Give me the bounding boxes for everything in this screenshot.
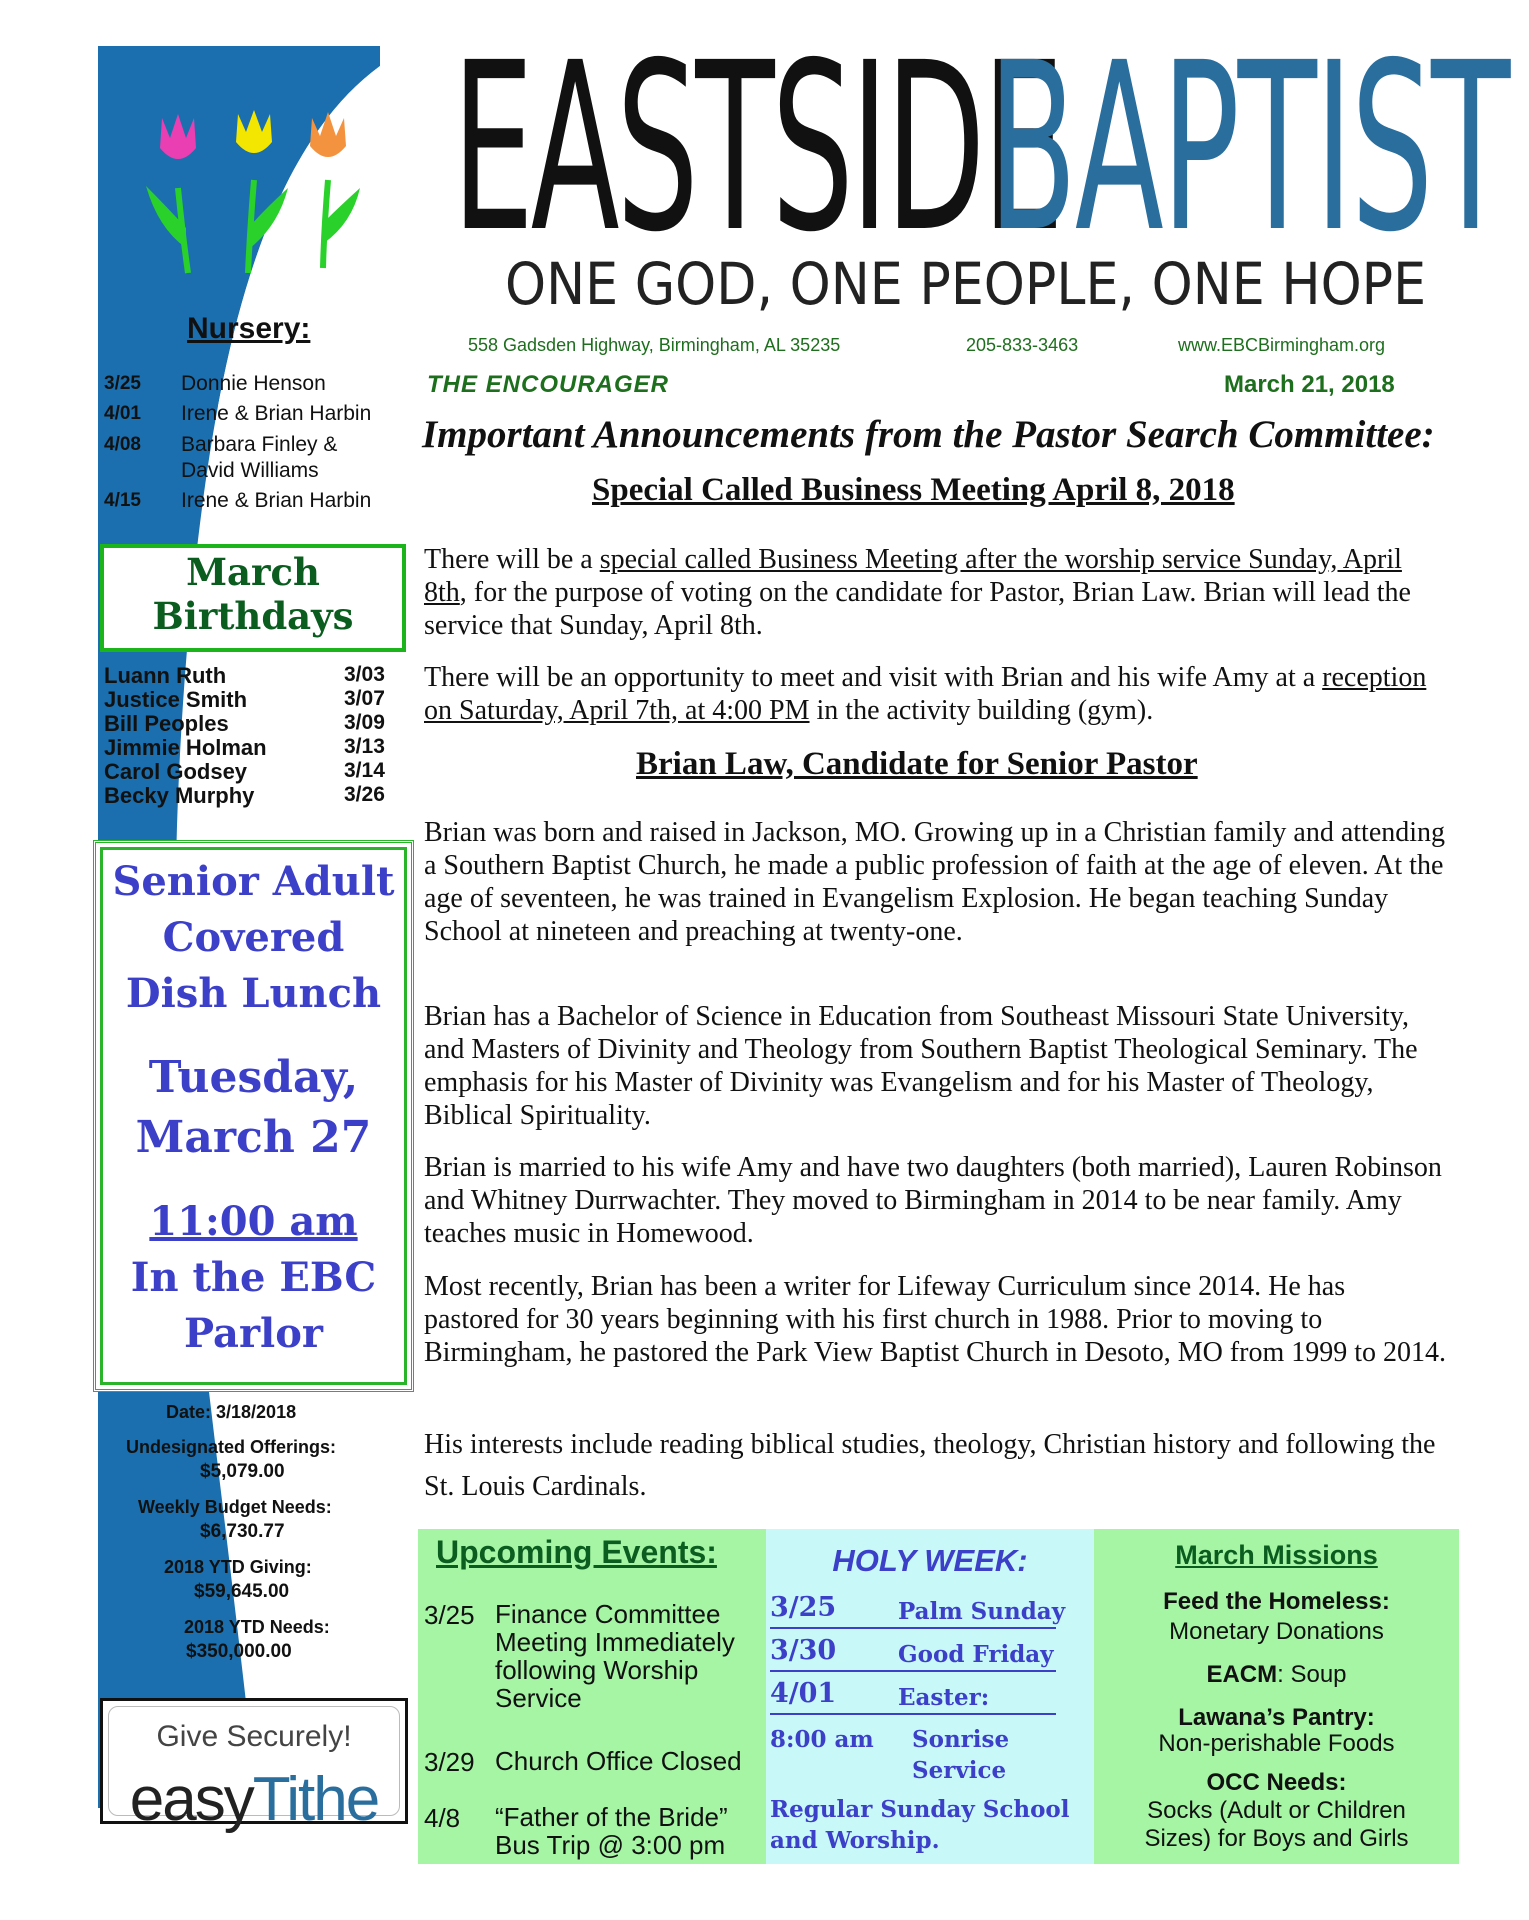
ytd-giving-value: $59,645.00 [194, 1581, 290, 1602]
easytithe-logo[interactable]: easyTithe [129, 1765, 379, 1834]
business-meeting-highlight: special called Business Meeting after the worship service Sunday, April 8th [424, 544, 1402, 608]
event-date: 3/25 [424, 1600, 475, 1630]
subhead-business-meeting: Special Called Business Meeting April 8, 2018 [592, 472, 1235, 508]
mission-heading: OCC Needs: [1206, 1769, 1347, 1796]
give-securely-text: Give Securely! [156, 1720, 352, 1753]
senior-lunch-date: March 27 [135, 1112, 372, 1163]
nursery-name: Barbara Finley & David Williams [181, 433, 338, 482]
ytd-giving-label: 2018 YTD Giving: [164, 1557, 312, 1577]
senior-lunch-title: Dish Lunch [125, 970, 382, 1017]
reception-highlight: reception on Saturday, April 7th, at 4:00 PM [424, 662, 1427, 726]
senior-lunch-day: Tuesday, [148, 1052, 359, 1103]
holy-week-event: Easter: [898, 1684, 990, 1711]
nursery-date: 4/08 [104, 434, 141, 455]
tagline: ONE GOD, ONE PEOPLE, ONE HOPE [505, 250, 1427, 318]
mission-heading: Feed the Homeless: [1163, 1588, 1390, 1615]
ytd-needs-value: $350,000.00 [186, 1641, 292, 1662]
upcoming-events-title: Upcoming Events: [436, 1534, 717, 1570]
finance-date: Date: 3/18/2018 [166, 1402, 297, 1422]
event-date: 3/29 [424, 1747, 475, 1777]
senior-lunch-time: 11:00 am [149, 1198, 358, 1245]
paragraph-bio-early: Brian was born and raised in Jackson, MO. Growing up in a Christian family and attending a Southern Baptist Church, he made a public profession of faith at the age of eleven. At the age of seventeen, he was trained in Evangelism Explosion. He began teaching Sunday School at nineteen and preaching at twenty-one. [424, 817, 1446, 947]
birthday-date: 3/07 [344, 687, 385, 710]
tulip-yellow [236, 110, 288, 273]
birthday-date: 3/13 [344, 735, 385, 758]
birthday-date: 3/14 [344, 759, 385, 782]
nursery-date: 4/01 [104, 403, 141, 424]
undesignated-label: Undesignated Offerings: [126, 1437, 337, 1457]
senior-lunch-location: Parlor [184, 1310, 323, 1357]
event-text: “Father of the Bride” Bus Trip @ 3:00 pm [495, 1802, 728, 1860]
nursery-date: 3/25 [104, 373, 141, 394]
holy-week-divider [770, 1670, 1056, 1672]
church-address: 558 Gadsden Highway, Birmingham, AL 35235 [468, 335, 841, 355]
paragraph-bio-education: Brian has a Bachelor of Science in Education from Southeast Missouri State University, and Masters of Divinity and Theology from Southern Baptist Theological Seminary. The emphasis for his Master of Divinity was Evangelism and for his Master of Theology, Biblical Spirituality. [424, 1001, 1418, 1131]
birthday-name: Carol Godsey [104, 759, 248, 784]
paragraph-bio-ministry: Most recently, Brian has been a writer for Lifeway Curriculum since 2014. He has pastored for 30 years beginning with his first church in 1988. Prior to moving to Birmingham, he pastored the Park View Baptist Church in Desoto, MO from 1999 to 2014. [424, 1271, 1447, 1368]
senior-lunch-title: Covered [162, 914, 345, 961]
nursery-name: Donnie Henson [181, 372, 326, 395]
holy-week-date: 4/01 [770, 1678, 837, 1709]
missions-title: March Missions [1175, 1540, 1378, 1570]
nursery-title: Nursery: [187, 312, 311, 345]
birthday-name: Justice Smith [104, 687, 248, 712]
paragraph-business-meeting: There will be a special called Business Meeting after the worship service Sunday, April 8th, for the purpose of voting on the candidate for Pastor, Brian Law. Brian will lead the service that Sunday, April 8th. [424, 544, 1411, 641]
nursery-date: 4/15 [104, 490, 141, 511]
budget-value: $6,730.77 [200, 1521, 285, 1542]
ytd-needs-label: 2018 YTD Needs: [184, 1617, 330, 1637]
event-text: Finance Committee Meeting Immediately following Worship Service [495, 1599, 735, 1713]
paragraph-reception: There will be an opportunity to meet and visit with Brian and his wife Amy at a reception on Saturday, April 7th, at 4:00 PM in the activity building (gym). [424, 662, 1427, 726]
budget-label: Weekly Budget Needs: [138, 1497, 332, 1517]
church-phone: 205-833-3463 [966, 335, 1079, 355]
birthday-name: Bill Peoples [104, 711, 229, 736]
birthdays-title: March Birthdays [152, 550, 354, 638]
paragraph-bio-interests: His interests include reading biblical studies, theology, Christian history and following the St. Louis Cardinals. [424, 1429, 1436, 1502]
newsletter-name: THE ENCOURAGER [427, 371, 670, 398]
nursery-name: Irene & Brian Harbin [181, 402, 372, 425]
event-date: 4/8 [424, 1803, 461, 1833]
paragraph-bio-family: Brian is married to his wife Amy and have two daughters (both married), Lauren Robinson and Whitney Durrwachter. They moved to Birmingham in 2014 to be near family. Amy teaches music in Homewood. [424, 1152, 1442, 1249]
tulip-orange [310, 112, 360, 268]
birthday-name: Luann Ruth [104, 663, 227, 688]
mission-text: Socks (Adult or Children Sizes) for Boys and Girls [1144, 1797, 1409, 1852]
masthead-eastside: EASTSIDE [452, 13, 1061, 283]
holy-week-event: Good Friday [898, 1641, 1054, 1668]
senior-lunch-title: Senior Adult [112, 858, 395, 905]
holy-week-date: 3/30 [770, 1635, 837, 1666]
birthday-name: Jimmie Holman [104, 735, 267, 760]
regular-service: Regular Sunday School [770, 1796, 1070, 1823]
holy-week-title: HOLY WEEK: [832, 1543, 1028, 1578]
sunrise-service: Service [912, 1757, 1007, 1784]
holy-week-event: Palm Sunday [898, 1598, 1066, 1625]
event-text: Church Office Closed [495, 1746, 742, 1776]
mission-text: Non-perishable Foods [1158, 1730, 1395, 1757]
undesignated-value: $5,079.00 [200, 1461, 285, 1482]
holy-week-divider [770, 1713, 1056, 1715]
birthday-date: 3/03 [344, 663, 385, 686]
birthday-date: 3/26 [344, 783, 385, 806]
nursery-name: Irene & Brian Harbin [181, 489, 372, 512]
tulip-pink [146, 114, 196, 273]
mission-text: Monetary Donations [1169, 1618, 1384, 1645]
senior-lunch-location: In the EBC [130, 1254, 377, 1301]
mission-eacm: EACM: Soup [1206, 1661, 1347, 1688]
holy-week-date: 3/25 [770, 1592, 837, 1623]
subhead-candidate: Brian Law, Candidate for Senior Pastor [636, 746, 1198, 782]
sunrise-time: 8:00 am [770, 1726, 874, 1753]
birthday-name: Becky Murphy [104, 783, 255, 808]
regular-service: and Worship. [770, 1827, 940, 1854]
holy-week-divider [770, 1627, 1056, 1629]
mission-heading: Lawana’s Pantry: [1178, 1704, 1375, 1731]
headline: Important Announcements from the Pastor Search Committee: [422, 413, 1435, 456]
masthead-baptist: BAPTIST [988, 13, 1509, 283]
sunrise-service: Sonrise [912, 1726, 1010, 1753]
church-website[interactable]: www.EBCBirmingham.org [1178, 335, 1386, 355]
tulips-image [138, 108, 368, 278]
birthday-date: 3/09 [344, 711, 385, 734]
newsletter-date: March 21, 2018 [1224, 371, 1395, 398]
